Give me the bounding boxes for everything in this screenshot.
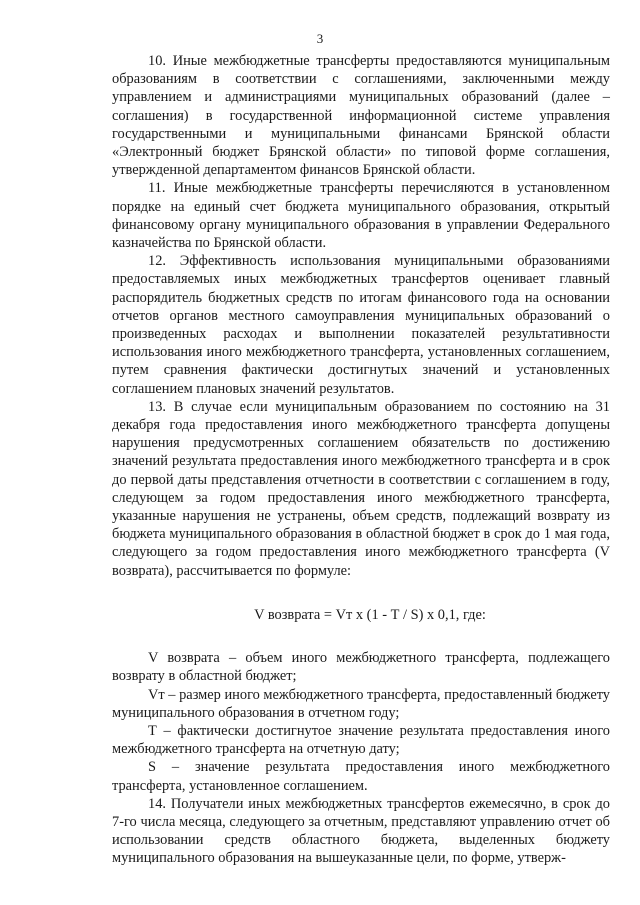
definition-v-return: V возврата – объем иного межбюджетного трансферта, подлежащего возврату в областной бюджет;: [112, 650, 610, 685]
document-body: [112, 52, 610, 868]
paragraph-10: 10. Иные межбюджетные трансферты предоставляются муниципальным образованиям в соответствии с соглашениями, заключенными между управлением и администрациями муниципальных образований (далее – соглашения) в государственной информационной системе управления государственными и муниципальными финансами Брянской области «Электронный бюджет Брянской области» по типовой форме соглашения, утвержденной департаментом финансов Брянской области.: [112, 53, 610, 179]
paragraph-11: 11. Иные межбюджетные трансферты перечисляются в установленном порядке на единый счет бюджета муниципального образования, открытый финансовому органу муниципального образования в управлении Федерального казначейства по Брянской области.: [112, 180, 610, 252]
return-formula: V возврата = Vт х (1 - Т / S) х 0,1, где:: [254, 606, 486, 623]
definition-s: S – значение результата предоставления иного межбюджетного трансферта, установленное соглашением.: [112, 759, 610, 794]
paragraph-13: 13. В случае если муниципальным образованием по состоянию на 31 декабря года предоставления иного межбюджетного трансферта допущены нарушения предусмотренных соглашением обязательств по достижению значений результата предоставления иного межбюджетного трансферта и в срок до первой даты представления отчетности в соответствии с соглашением в году, следующем за годом предоставления иного межбюджетного трансферта, указанные нарушения не устранены, объем средств, подлежащий возврату из бюджета муниципального образования в областной бюджет в срок до 1 мая года, следующего за годом предоставления иного межбюджетного трансферта (V возврата), рассчитывается по формуле:: [112, 398, 610, 579]
paragraph-12: 12. Эффективность использования муниципальными образованиями предоставляемых иных межбюджетных трансфертов оценивает главный распорядитель бюджетных средств по итогам финансового года на основании отчетов органов местного самоуправления муниципальных образований о произведенных расходах и выполнении показателей результативности использования иного межбюджетного трансферта, установленных соглашением, путем сравнения фактически достигнутых значений и установленных соглашением плановых значений результатов.: [112, 253, 610, 397]
definition-t: Т – фактически достигнутое значение результата предоставления иного межбюджетного трансферта на отчетную дату;: [112, 722, 610, 758]
paragraph-14: 14. Получатели иных межбюджетных трансфертов ежемесячно, в срок до 7-го числа месяца, следующего за отчетным, представляют управлению отчет об использовании средств областного бюджета, выделенных бюджету муниципального образования на вышеуказанные цели, по форме, утверж-: [112, 795, 610, 867]
page-number: 3: [316, 31, 324, 46]
definition-vt: Vт – размер иного межбюджетного трансферта, предоставленный бюджету муниципального образования в отчетном году;: [112, 686, 610, 721]
